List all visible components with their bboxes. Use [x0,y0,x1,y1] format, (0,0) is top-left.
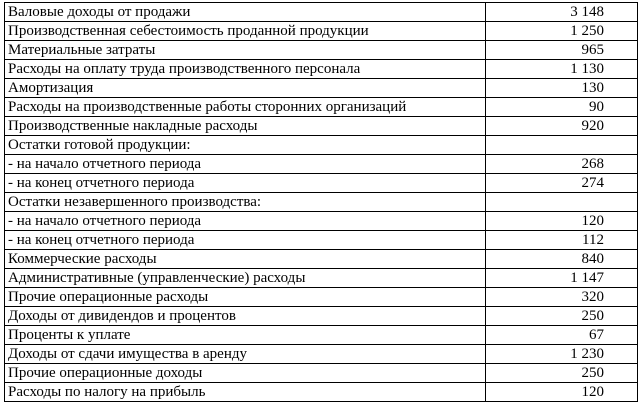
row-value: 130 [486,79,638,98]
row-label: Амортизация [5,79,486,98]
row-label: Прочие операционные расходы [5,288,486,307]
row-label: - на конец отчетного периода [5,231,486,250]
table-row [5,288,638,307]
table-row [5,174,638,193]
row-label: Проценты к уплате [5,326,486,345]
row-label: Остатки незавершенного производства: [5,193,486,212]
row-value [486,136,638,155]
table-row [5,117,638,136]
table-row [5,41,638,60]
row-label: Административные (управленческие) расходы [5,269,486,288]
table-row [5,60,638,79]
row-value: 268 [486,155,638,174]
row-label: Валовые доходы от продажи [5,3,486,22]
table-row [5,364,638,383]
row-value: 274 [486,174,638,193]
row-label: Коммерческие расходы [5,250,486,269]
table-row [5,79,638,98]
row-value: 320 [486,288,638,307]
row-value [486,193,638,212]
table-row [5,98,638,117]
table-row [5,383,638,402]
row-value: 920 [486,117,638,136]
table-row [5,307,638,326]
table-row [5,212,638,231]
row-value: 3 148 [486,3,638,22]
row-label: - на конец отчетного периода [5,174,486,193]
row-value: 250 [486,307,638,326]
row-value: 1 147 [486,269,638,288]
row-label: Расходы по налогу на прибыль [5,383,486,402]
table-row [5,345,638,364]
row-label: Прочие операционные доходы [5,364,486,383]
row-label: Расходы на оплату труда производственного персонала [5,60,486,79]
row-label: Материальные затраты [5,41,486,60]
row-label: Доходы от сдачи имущества в аренду [5,345,486,364]
table-row [5,326,638,345]
row-label: - на начало отчетного периода [5,155,486,174]
row-label: Производственная себестоимость проданной продукции [5,22,486,41]
financial-data-table [4,2,638,402]
row-value: 250 [486,364,638,383]
row-value: 1 230 [486,345,638,364]
row-value: 1 130 [486,60,638,79]
row-value: 112 [486,231,638,250]
row-label: - на начало отчетного периода [5,212,486,231]
table-row [5,22,638,41]
table-row [5,136,638,155]
row-value: 90 [486,98,638,117]
row-value: 67 [486,326,638,345]
row-label: Производственные накладные расходы [5,117,486,136]
table-row [5,155,638,174]
table-row [5,3,638,22]
row-label: Доходы от дивидендов и процентов [5,307,486,326]
row-value: 840 [486,250,638,269]
row-value: 120 [486,383,638,402]
table-body [5,3,638,402]
table-row [5,193,638,212]
row-value: 120 [486,212,638,231]
table-row [5,250,638,269]
row-value: 965 [486,41,638,60]
row-label: Расходы на производственные работы сторонних организаций [5,98,486,117]
table-row [5,269,638,288]
table-row [5,231,638,250]
row-value: 1 250 [486,22,638,41]
row-label: Остатки готовой продукции: [5,136,486,155]
